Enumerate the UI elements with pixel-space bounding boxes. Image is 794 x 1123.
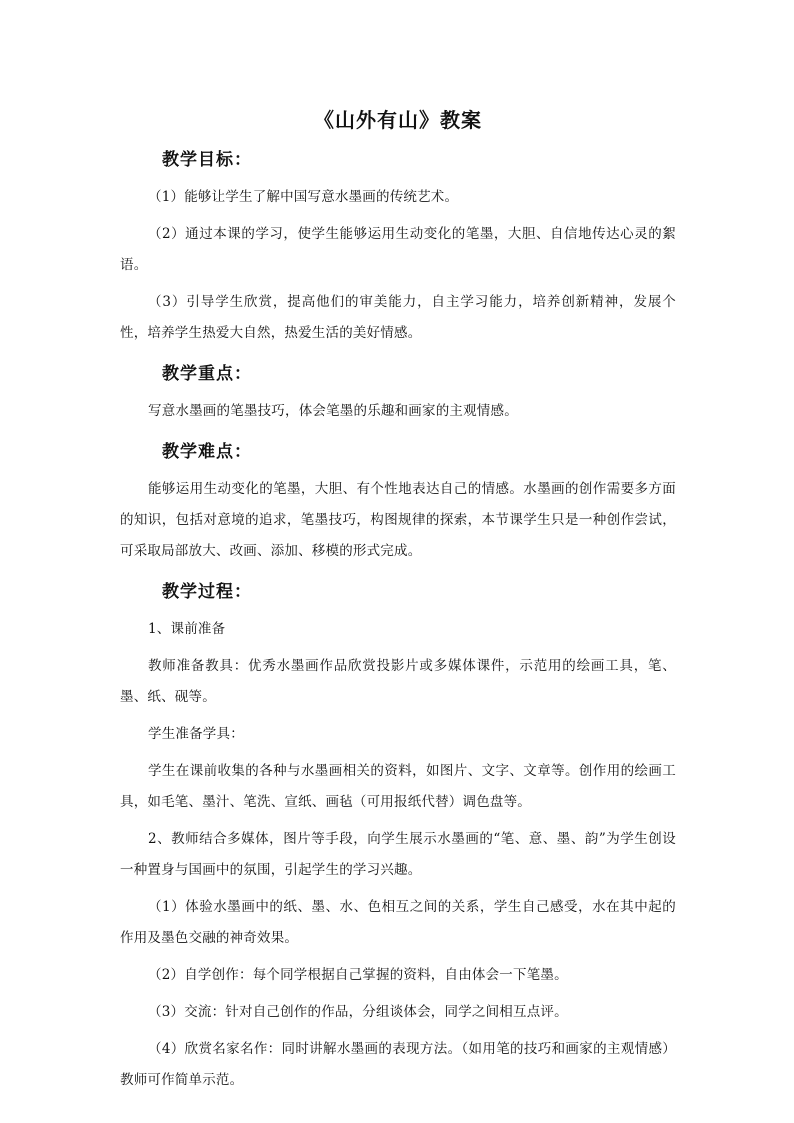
objective-paragraph-2: （2）通过本课的学习，使学生能够运用生动变化的笔墨，大胆、自信地传达心灵的絮语。 xyxy=(120,226,676,273)
process-paragraph-1: 1、课前准备 xyxy=(148,621,226,637)
heading-difficulties: 教学难点： xyxy=(162,442,252,462)
process-paragraph-4: 学生在课前收集的各种与水墨画相关的资料，如图片、文字、文章等。创作用的绘画工具，如毛笔、墨汁、笔洗、宣纸、画毡（可用报纸代替）调色盘等。 xyxy=(120,763,676,810)
objective-paragraph-1: （1）能够让学生了解中国写意水墨画的传统艺术。 xyxy=(148,189,459,205)
process-paragraph-3: 学生准备学具： xyxy=(148,726,244,742)
process-paragraph-8: （3）交流：针对自己创作的作品，分组谈体会，同学之间相互点评。 xyxy=(148,1004,568,1020)
difficulties-paragraph: 能够运用生动变化的笔墨，大胆、有个性地表达自己的情感。水墨画的创作需要多方面的知识，包括对意境的追求，笔墨技巧，构图规律的探索，本节课学生只是一种创作尝试，可采取局部放大、改画、添加、移模的形式完成。 xyxy=(120,481,676,559)
process-paragraph-2: 教师准备教具：优秀水墨画作品欣赏投影片或多媒体课件，示范用的绘画工具，笔、墨、纸、砚等。 xyxy=(120,658,676,705)
process-paragraph-5: 2、教师结合多媒体，图片等手段，向学生展示水墨画的“笔、意、墨、韵”为学生创设一种置身与国画中的氛围，引起学生的学习兴趣。 xyxy=(120,831,676,878)
key-points-paragraph: 写意水墨画的笔墨技巧，体会笔墨的乐趣和画家的主观情感。 xyxy=(148,403,518,419)
heading-key-points: 教学重点： xyxy=(162,364,252,384)
process-paragraph-6: （1）体验水墨画中的纸、墨、水、色相互之间的关系，学生自己感受，水在其中起的作用及墨色交融的神奇效果。 xyxy=(120,899,676,946)
objective-paragraph-3: （3）引导学生欣赏，提高他们的审美能力，自主学习能力，培养创新精神，发展个性，培养学生热爱大自然，热爱生活的美好情感。 xyxy=(120,294,676,341)
heading-objectives: 教学目标： xyxy=(162,150,252,170)
process-paragraph-9: （4）欣赏名家名作：同时讲解水墨画的表现方法。（如用笔的技巧和画家的主观情感）教师可作简单示范。 xyxy=(120,1041,676,1088)
document-page xyxy=(120,98,676,1102)
heading-process: 教学过程： xyxy=(162,582,252,602)
process-paragraph-7: （2）自学创作：每个同学根据自己掌握的资料，自由体会一下笔墨。 xyxy=(148,967,568,983)
document-title: 《山外有山》教案 xyxy=(314,108,482,132)
